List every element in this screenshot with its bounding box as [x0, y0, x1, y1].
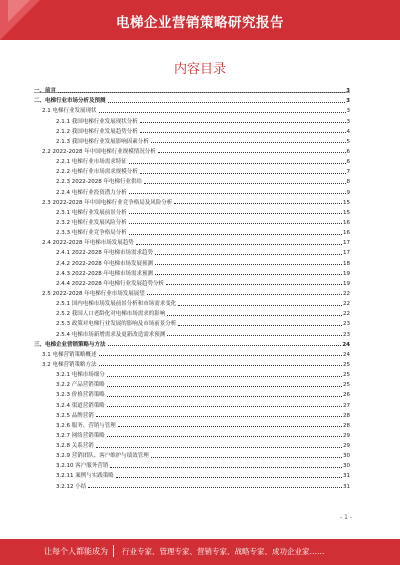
toc-entry-page: 9	[346, 189, 350, 196]
toc-entry[interactable]	[34, 479, 350, 489]
toc-leader-dots	[99, 112, 346, 113]
toc-entry-title: 3.2 电梯营销策略方法	[42, 361, 97, 368]
toc-entry-page: 7	[346, 169, 350, 176]
toc-entry-page: 19	[343, 270, 350, 277]
toc-entry-page: 24	[343, 351, 350, 358]
toc-entry-title: 2.3.1 电梯行业发展前景分析	[56, 209, 127, 216]
toc-leader-dots	[174, 203, 342, 204]
toc-entry-page: 29	[343, 432, 350, 439]
toc-leader-dots	[88, 487, 342, 488]
toc-leader-dots	[99, 365, 343, 366]
toc-entry-page: 15	[343, 209, 350, 216]
toc-entry[interactable]	[34, 409, 350, 419]
toc-entry-title: 2.4.1 2022-2028 年电梯市场需求趋势	[56, 250, 153, 257]
toc-leader-dots	[166, 284, 342, 285]
toc-entry[interactable]	[34, 388, 350, 398]
table-of-contents	[34, 84, 350, 490]
toc-entry[interactable]	[34, 267, 350, 277]
toc-leader-dots	[108, 345, 342, 346]
toc-leader-dots	[107, 406, 342, 407]
toc-entry[interactable]	[34, 378, 350, 388]
toc-entry-page: 31	[343, 473, 350, 480]
toc-entry[interactable]	[34, 175, 350, 185]
toc-entry[interactable]	[34, 307, 350, 317]
toc-entry-title: 3.2.5 品牌营销	[56, 412, 94, 419]
toc-entry[interactable]	[34, 459, 350, 469]
toc-entry[interactable]	[34, 439, 350, 449]
toc-entry-title: 2.2 2022-2028 年中国电梯行业规模情况分析	[42, 148, 156, 155]
toc-entry[interactable]	[34, 185, 350, 195]
toc-entry[interactable]	[34, 348, 350, 358]
toc-entry-page: 8	[346, 179, 350, 186]
toc-entry-page: 22	[343, 311, 350, 318]
toc-entry-page: 3	[346, 98, 350, 105]
toc-entry-page: 3	[346, 118, 350, 125]
toc-entry-title: 2.1.3 我国电梯行业发展影响因素分析	[56, 138, 149, 145]
toc-entry[interactable]	[34, 165, 350, 175]
toc-entry[interactable]	[34, 358, 350, 368]
toc-entry-title: 2.2.2 电梯行业市场需求规模分析	[56, 169, 138, 176]
toc-entry[interactable]	[34, 256, 350, 266]
toc-entry-title: 3.2.8 关系营销	[56, 443, 94, 450]
toc-leader-dots	[151, 142, 346, 143]
toc-entry-page: 17	[343, 250, 350, 257]
footer-divider	[113, 545, 114, 557]
toc-entry-page: 15	[343, 199, 350, 206]
toc-entry-page: 25	[343, 382, 350, 389]
toc-entry[interactable]	[34, 469, 350, 479]
toc-leader-dots	[155, 254, 342, 255]
toc-leader-dots	[178, 305, 342, 306]
toc-entry[interactable]	[34, 84, 350, 94]
toc-leader-dots	[147, 294, 342, 295]
toc-leader-dots	[136, 244, 342, 245]
toc-leader-dots	[129, 234, 342, 235]
toc-entry-page: 5	[346, 138, 350, 145]
page-header	[0, 0, 400, 40]
toc-entry-title: 3.2.6 服务、营销与管理	[56, 422, 116, 429]
toc-leader-dots	[140, 122, 346, 123]
toc-entry-page: 25	[343, 372, 350, 379]
toc-entry[interactable]	[34, 216, 350, 226]
toc-entry[interactable]	[34, 368, 350, 378]
footer-slogan: 让每个人都能成为	[44, 547, 108, 556]
toc-entry-page: 6	[346, 159, 350, 166]
toc-leader-dots	[107, 436, 342, 437]
toc-entry-title: 2.2.3 2022-2028 年电梯行业供给	[56, 179, 142, 186]
toc-entry-page: 3	[346, 108, 350, 115]
toc-entry-page: 22	[343, 301, 350, 308]
toc-entry[interactable]	[34, 135, 350, 145]
footer-tagline: 行业专家、管理专家、营销专家、战略专家、成功企业家……	[122, 547, 325, 556]
toc-entry-title: 3.2.9 营销团队、客户维护与绩效管理	[56, 453, 149, 460]
toc-entry-title: 2.3.3 电梯行业竞争格局分析	[56, 230, 127, 237]
toc-entry-title: 2.5.4 电梯市场新增需求及更新改造需求预测	[56, 331, 166, 338]
toc-entry-title: 一、前言	[34, 88, 57, 95]
toc-leader-dots	[110, 467, 342, 468]
toc-entry-page: 28	[343, 412, 350, 419]
toc-entry-title: 2.4.3 2022-2028 年电梯市场需求预测	[56, 270, 153, 277]
toc-leader-dots	[129, 193, 346, 194]
toc-leader-dots	[118, 426, 342, 427]
toc-leader-dots	[129, 163, 346, 164]
toc-entry[interactable]	[34, 226, 350, 236]
toc-entry-title: 2.2.4 电梯行业投资潜力分析	[56, 189, 127, 196]
toc-leader-dots	[129, 223, 342, 224]
toc-entry-page: 24	[342, 341, 350, 348]
toc-entry-title: 2.5.2 我国人口老龄化对电梯市场需求的影响	[56, 311, 166, 318]
toc-leader-dots	[151, 457, 342, 458]
toc-entry-title: 二、电梯行业市场分析及预测	[34, 98, 106, 105]
toc-leader-dots	[178, 325, 342, 326]
toc-entry-title: 2.4 2022-2028 年电梯市场发展趋势	[42, 240, 134, 247]
toc-entry-title: 2.5.3 政策对电梯行业发展的影响及市场前景分析	[56, 321, 177, 328]
toc-entry[interactable]	[34, 206, 350, 216]
toc-entry-page: 6	[346, 148, 350, 155]
toc-entry-page: 25	[343, 361, 350, 368]
toc-entry-page: 31	[343, 483, 350, 490]
toc-leader-dots	[96, 416, 342, 417]
toc-entry-page: 18	[343, 260, 350, 267]
toc-entry[interactable]	[34, 297, 350, 307]
toc-entry[interactable]	[34, 429, 350, 439]
toc-entry-title: 2.3 2022-2028 年中国电梯行业竞争格局及风险分析	[42, 199, 173, 206]
toc-leader-dots	[140, 132, 346, 133]
toc-leader-dots	[99, 355, 343, 356]
toc-entry-page: 30	[343, 463, 350, 470]
toc-entry[interactable]	[34, 246, 350, 256]
toc-entry-title: 3.2.7 网络营销策略	[56, 432, 105, 439]
toc-leader-dots	[144, 183, 346, 184]
toc-entry-title: 3.2.4 渠道营销策略	[56, 402, 105, 409]
toc-entry[interactable]	[34, 145, 350, 155]
toc-entry[interactable]	[34, 277, 350, 287]
toc-entry[interactable]	[34, 104, 350, 114]
toc-entry-title: 2.4.2 2022-2028 年电梯市场发展预测	[56, 260, 153, 267]
toc-entry-title: 2.1 电梯行业发展现状	[42, 108, 97, 115]
toc-entry-title: 2.3.2 电梯行业发展风险分析	[56, 219, 127, 226]
toc-leader-dots	[107, 376, 342, 377]
toc-entry[interactable]	[34, 419, 350, 429]
toc-entry[interactable]	[34, 94, 350, 104]
toc-entry[interactable]	[34, 125, 350, 135]
toc-leader-dots	[167, 335, 342, 336]
toc-entry[interactable]	[34, 327, 350, 337]
toc-entry-title: 2.5 2022-2028 年电梯行业市场发展展望	[42, 290, 145, 297]
toc-leader-dots	[158, 152, 346, 153]
toc-entry[interactable]	[34, 338, 350, 348]
toc-entry-page: 4	[346, 128, 350, 135]
report-title: 电梯企业营销策略研究报告	[116, 15, 284, 31]
toc-entry-title: 3.2.10 客户服务营销	[56, 463, 109, 470]
toc-entry-page: 3	[346, 88, 350, 95]
toc-entry-title: 2.1.1 我国电梯行业发展现状分析	[56, 118, 138, 125]
toc-entry[interactable]	[34, 398, 350, 408]
toc-leader-dots	[96, 447, 342, 448]
toc-leader-dots	[155, 274, 342, 275]
toc-leader-dots	[155, 264, 342, 265]
toc-leader-dots	[129, 213, 342, 214]
toc-entry-title: 2.4.4 2022-2028 年电梯行业发展趋势分析	[56, 280, 164, 287]
toc-entry[interactable]	[34, 155, 350, 165]
toc-leader-dots	[107, 386, 342, 387]
toc-leader-dots	[167, 315, 342, 316]
toc-entry[interactable]	[34, 317, 350, 327]
toc-leader-dots	[58, 92, 345, 93]
toc-entry-page: 26	[343, 392, 350, 399]
toc-entry-page: 16	[343, 219, 350, 226]
toc-leader-dots	[140, 173, 346, 174]
toc-leader-dots	[108, 102, 346, 103]
toc-entry-page: 27	[343, 402, 350, 409]
toc-entry-page: 30	[343, 453, 350, 460]
page-number: - 1 -	[340, 514, 352, 521]
toc-entry-page: 22	[343, 290, 350, 297]
toc-entry[interactable]	[34, 236, 350, 246]
toc-entry-page: 23	[343, 331, 350, 338]
toc-entry-title: 3.2.12 小结	[56, 483, 87, 490]
toc-entry-page: 19	[343, 280, 350, 287]
toc-entry-title: 2.1.2 我国电梯行业发展趋势分析	[56, 128, 138, 135]
toc-entry-page: 23	[343, 321, 350, 328]
toc-leader-dots	[107, 396, 342, 397]
toc-entry-title: 3.2.1 电梯市场细分	[56, 372, 105, 379]
toc-heading: 内容目录	[173, 62, 226, 77]
toc-entry-title: 3.1 电梯营销策略概述	[42, 351, 97, 358]
toc-entry[interactable]	[34, 196, 350, 206]
toc-entry-page: 29	[343, 443, 350, 450]
toc-entry[interactable]	[34, 287, 350, 297]
toc-entry[interactable]	[34, 449, 350, 459]
toc-entry-title: 3.2.2 产品营销策略	[56, 382, 105, 389]
toc-leader-dots	[116, 477, 342, 478]
toc-entry-title: 3.2.3 价格营销策略	[56, 392, 105, 399]
toc-entry-title: 2.5.1 国内电梯市场发展前景分析和市场需求变化	[56, 301, 177, 308]
toc-entry-page: 28	[343, 422, 350, 429]
page-footer	[0, 539, 400, 565]
toc-entry-title: 2.2.1 电梯行业市场需求特征	[56, 159, 127, 166]
toc-entry-page: 16	[343, 230, 350, 237]
toc-entry-page: 17	[343, 240, 350, 247]
toc-entry-title: 3.2.11 案例与实践策略	[56, 473, 114, 480]
toc-entry-title: 三、电梯企业营销策略与方法	[34, 341, 106, 348]
toc-entry[interactable]	[34, 114, 350, 124]
